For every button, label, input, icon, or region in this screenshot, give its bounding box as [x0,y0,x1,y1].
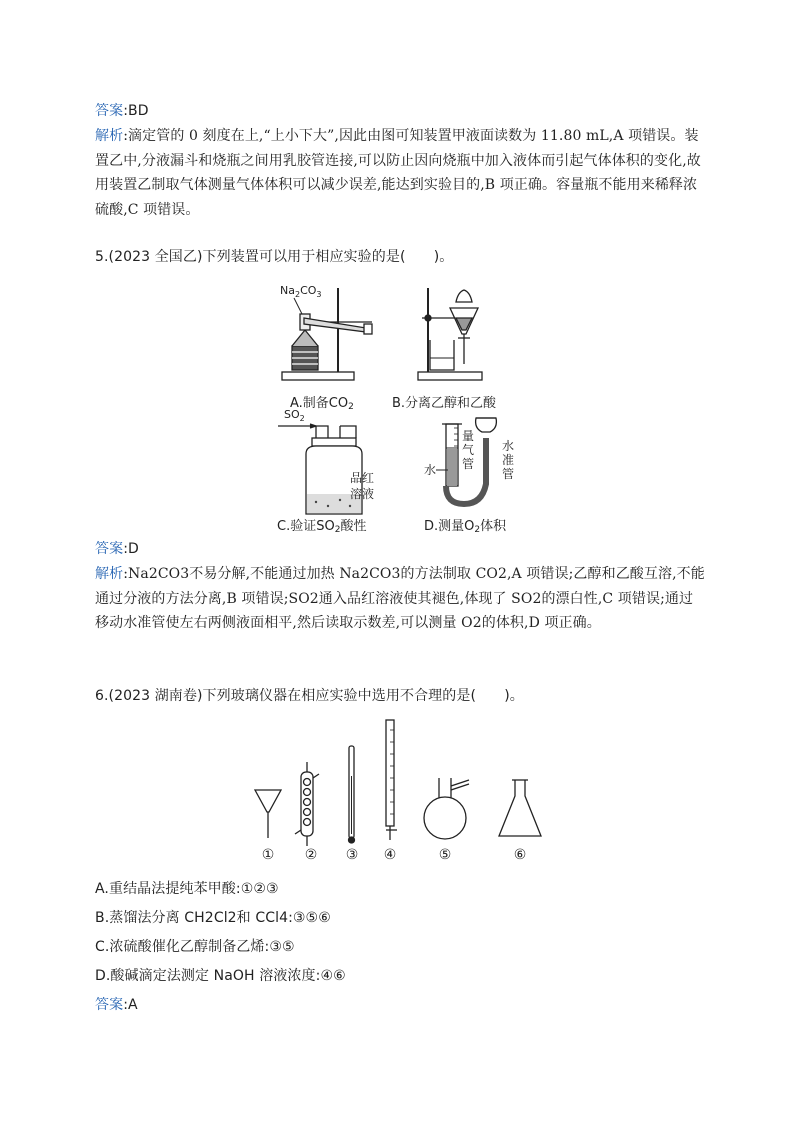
glassware-label-1: ① [261,847,275,863]
glassware-label-5: ⑤ [438,847,452,863]
pinhong-label-1: 品红 [350,471,375,485]
na2co3-label: $Na_2CO_3$ [280,284,322,299]
option-b: B.蒸馏法分离 CH2Cl2和 CCl4:③⑤⑥ [95,910,331,926]
caption-c: C.验证$SO_2$酸性 [277,519,367,535]
analysis-text: :滴定管的 0 刻度在上,“上小下大”,因此由图可知装置甲液面读数为 11.80 mL,A 项错误。装置乙中,分液漏斗和烧瓶之间用乳胶管连接,可以防止因向烧瓶中加入液体而引起气体体积的变化,故用装置乙制取气体测量气体体积可以减少误差,能达到实验目的,B 项正确。容量瓶不能用来稀释浓硫酸,C 项错误。 [95,128,701,218]
analysis-label: 解析 [95,566,124,582]
glassware-label-6: ⑥ [513,847,527,863]
analysis-q5 [95,562,705,636]
conical-flask-icon [499,780,541,836]
distilling-flask-icon [424,778,469,839]
so2-label: $SO_2$ [284,408,305,423]
caption-d: D.测量$O_2$体积 [424,519,507,535]
answer-value: :D [123,541,139,557]
glassware-label-3: ③ [345,847,359,863]
answer-value: :A [123,997,138,1013]
caption-b: B.分离乙醇和乙酸 [392,396,497,411]
analysis-label: 解析 [95,128,124,144]
question-5: 5.(2023 全国乙)下列装置可以用于相应实验的是( )。 [95,249,454,265]
glassware-label-4: ④ [383,847,397,863]
answer-q6 [95,993,705,1018]
answer-label: 答案 [95,997,124,1013]
option-a: A.重结晶法提纯苯甲酸:①②③ [95,881,279,897]
apparatus-b [418,288,482,380]
answer-q4 [95,99,705,124]
funnel-icon [255,790,281,812]
option-d: D.酸碱滴定法测定 NaOH 溶液浓度:④⑥ [95,968,346,984]
analysis-text: :Na2CO3不易分解,不能通过加热 Na2CO3的方法制取 CO2,A 项错误;乙醇和乙酸互溶,不能通过分液的方法分离,B 项错误;SO2通入品红溶液使其褪色,体现了 SO2的漂白性,C 项错误;通过移动水准管使左右两侧液面相平,然后读取示数差,可以测量 O2的体积,D 项正确。 [95,566,705,631]
condenser-icon [295,762,319,846]
answer-label: 答案 [95,541,124,557]
option-c: C.浓硫酸催化乙醇制备乙烯:③⑤ [95,939,295,955]
glassware-label-2: ② [304,847,318,863]
burette-label: 量气管 [462,429,475,471]
question-6: 6.(2023 湖南卷)下列玻璃仪器在相应实验中选用不合理的是( )。 [95,688,524,704]
caption-a: A.制备$CO_2$ [290,396,354,412]
leveling-tube-label: 水准管 [502,439,515,481]
answer-value: :BD [123,103,149,119]
figure-q6-glassware [245,716,555,866]
thermometer-icon [349,746,355,843]
burette-icon [386,720,397,840]
analysis-q4 [95,124,705,222]
answer-label: 答案 [95,103,124,119]
pinhong-label-2: 溶液 [350,487,375,501]
answer-q5 [95,537,705,562]
water-label: 水 [424,463,437,477]
